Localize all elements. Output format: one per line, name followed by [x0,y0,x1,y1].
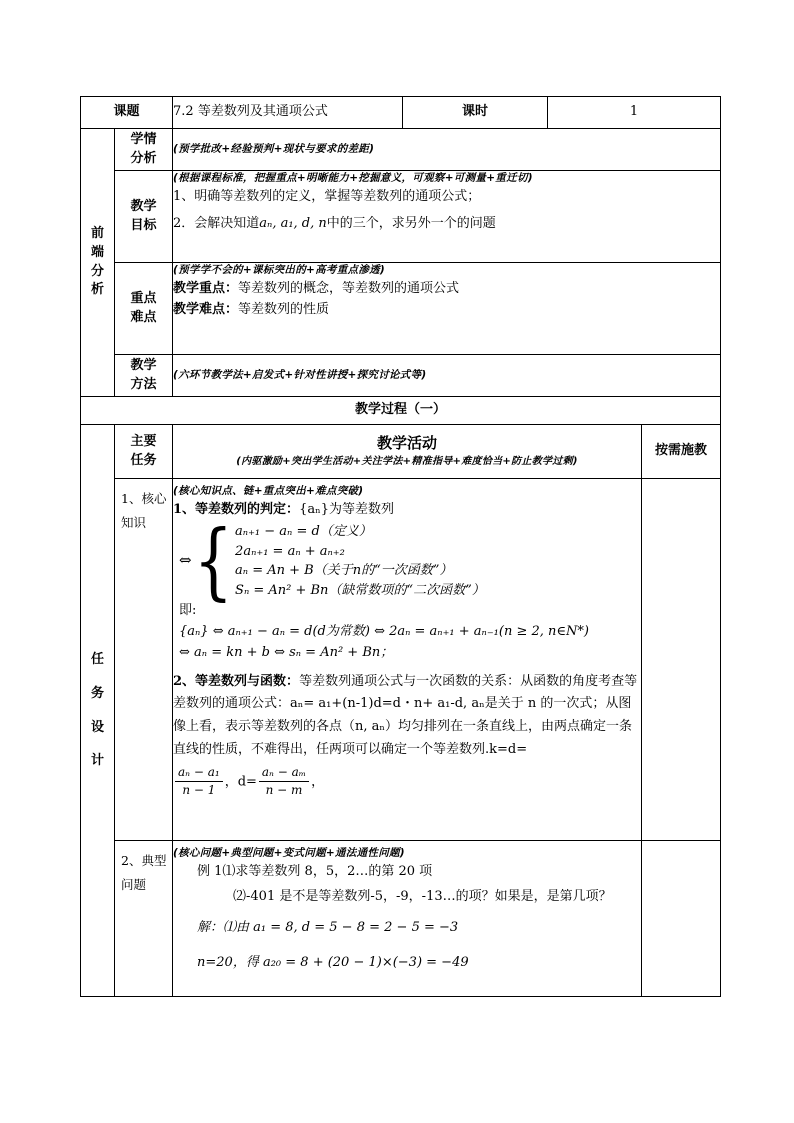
teaching-goals-row [81,171,721,263]
activity-title: 教学活动 [377,434,438,453]
fraction-line: $\frac{\text{aₙ − a₁}}{n - 1}$ ，d= $\frac{\text{aₙ − aₘ}}{n - m}$ ， [173,764,641,800]
learning-analysis-note: (预学批改+经验预判+现状与要求的差距) [173,143,375,156]
adjust-label: 按需施教 [642,425,721,479]
teaching-goals-note: (根据课程标准，把握重点+明晰能力+挖掘意义，可观察+可测量+重迁切) [173,172,533,184]
learning-analysis-row [81,129,721,171]
key-points-note: (预学学不会的+课标突出的+高考重点渗透) [173,264,386,276]
goal-item-2: 2．会解决知道aₙ, a₁, d, n中的三个，求另外一个的问题 [173,216,496,232]
typical-problems-content [173,841,642,997]
solution-1: 解：⑴由 a₁ = 8, d = 5 − 8 = 2 − 5 = −3 [197,919,459,935]
judge-line: 1、等差数列的判定：{aₙ}为等差数列 [173,502,394,518]
equiv-line-2: ⇔ aₙ = kn + b ⇔ sₙ = An² + Bn； [179,644,394,660]
key-points-content [173,263,721,355]
fraction-1: $\frac{\text{aₙ − a₁}}{n - 1}$ [175,764,223,800]
core-knowledge-content [173,479,642,841]
teaching-method-content [173,355,721,397]
typical-adjust-cell [642,841,721,997]
left-brace-icon: { [193,511,234,610]
equivalence-arrow-icon: ⇔ [179,551,192,570]
activity-header [173,425,642,479]
teaching-method-row [81,355,721,397]
example-1: 例 1⑴求等差数列 8，5，2…的第 20 项 [197,864,433,880]
main-task-label: 主要 任务 [115,425,173,479]
front-analysis-label: 前 端 分 析 [81,129,115,397]
core-knowledge-row [81,479,721,841]
process-title: 教学过程（一） [81,397,721,425]
period-value: 1 [548,97,721,129]
teaching-method-note: (六环节教学法+启发式+针对性讲授+探究讨论式等) [173,369,427,382]
learning-analysis-label: 学情 分析 [115,129,173,171]
ji-label: 即: [179,603,197,619]
typical-problems-label: 2、典型 问题 [115,841,173,997]
lesson-plan-table [80,96,721,997]
topic-label: 课题 [81,97,173,129]
equiv-line-1: {aₙ} ⇔ aₙ₊₁ − aₙ = d(d为常数) ⇔ 2aₙ = aₙ₊₁ + aₙ₋₁(n ≥ 2, n∈N*) [179,623,589,639]
fraction-2: $\frac{\text{aₙ − aₘ}}{n - m}$ [259,764,309,800]
teaching-difficulty: 教学难点：等差数列的性质 [173,302,330,318]
goal-item-1: 1、明确等差数列的定义，掌握等差数列的通项公式； [173,189,481,205]
brace-lines: aₙ₊₁ − aₙ = d（定义） 2aₙ₊₁ = aₙ + aₙ₊₂ aₙ = An + B（关于n的“一次函数”） Sₙ = An² + Bn（缺常数项的“二次函数”） [235,524,485,598]
teaching-goals-label: 教学 目标 [115,171,173,263]
process-header-row [81,425,721,479]
solution-2: n=20，得 a₂₀ = 8 + (20 − 1)×(−3) = −49 [197,954,469,970]
key-points-row [81,263,721,355]
header-row [81,97,721,129]
key-points-label: 重点 难点 [115,263,173,355]
teaching-goals-content [173,171,721,263]
typical-problems-row [81,841,721,997]
equivalence-brace-block [179,511,641,610]
function-paragraph: 2、等差数列与函数：等差数列通项公式与一次函数的关系：从函数的角度考查等差数列的通项公式：aₙ= a₁+(n-1)d=d・n+ a₁-d, aₙ是关于 n 的一次式；从图像上看，表示等差数列的各点（n, aₙ）均匀排列在一条直线上，由两点确定一条直线的性质，不难得出，任两项可以确定一个等差数列.k=d= [173,673,638,757]
core-knowledge-note: (核心知识点、链+重点突出+难点突破) [173,485,364,497]
core-knowledge-label: 1、核心 知识 [115,479,173,841]
teaching-method-label: 教学 方法 [115,355,173,397]
activity-note: (内驱激励+突出学生活动+关注学法+精准指导+难度恰当+防止教学过剩) [236,456,578,468]
teaching-focus: 教学重点：等差数列的概念，等差数列的通项公式 [173,281,460,297]
typical-problems-note: (核心问题+典型问题+变式问题+通法通性问题) [173,847,405,859]
topic-value: 7.2 等差数列及其通项公式 [173,97,403,129]
learning-analysis-content [173,129,721,171]
process-title-row [81,397,721,425]
period-label: 课时 [403,97,548,129]
example-2: ⑵-401 是不是等差数列-5，-9，-13…的项？如果是，是第几项？ [233,889,612,905]
task-design-label: 任 务 设 计 [81,425,115,997]
core-adjust-cell [642,479,721,841]
